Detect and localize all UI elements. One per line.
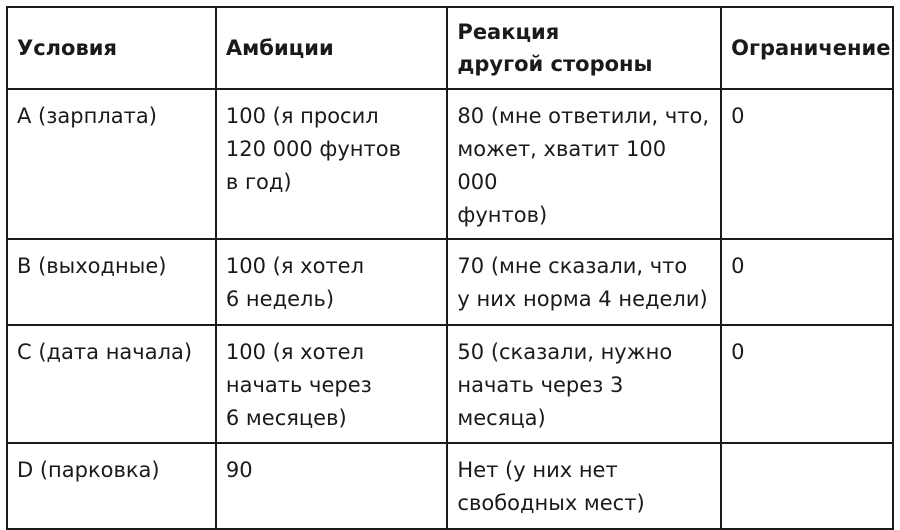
header-other-side-reaction: Реакция другой стороны — [447, 7, 721, 89]
cell-limit: 0 — [721, 89, 893, 239]
table-row — [7, 89, 893, 239]
cell-reaction: 80 (мне ответили, что, может, хватит 100 000 фунтов) — [447, 89, 721, 239]
header-limit: Ограничение — [721, 7, 893, 89]
cell-limit — [721, 443, 893, 529]
header-row — [7, 7, 893, 89]
cell-ambition: 90 — [216, 443, 448, 529]
cell-reaction: 50 (сказали, нужно начать через 3 месяца) — [447, 325, 721, 443]
cell-reaction: Нет (у них нет свободных мест) — [447, 443, 721, 529]
table-row — [7, 239, 893, 325]
cell-limit: 0 — [721, 239, 893, 325]
table-row — [7, 443, 893, 529]
header-ambitions: Амбиции — [216, 7, 448, 89]
cell-condition: B (выходные) — [7, 239, 216, 325]
negotiation-table — [6, 6, 894, 530]
header-conditions: Условия — [7, 7, 216, 89]
cell-ambition: 100 (я хотел начать через 6 месяцев) — [216, 325, 448, 443]
cell-ambition: 100 (я хотел 6 недель) — [216, 239, 448, 325]
cell-ambition: 100 (я просил 120 000 фунтов в год) — [216, 89, 448, 239]
cell-condition: C (дата начала) — [7, 325, 216, 443]
table-row — [7, 325, 893, 443]
cell-limit: 0 — [721, 325, 893, 443]
cell-reaction: 70 (мне сказали, что у них норма 4 недели) — [447, 239, 721, 325]
cell-condition: D (парковка) — [7, 443, 216, 529]
cell-condition: A (зарплата) — [7, 89, 216, 239]
